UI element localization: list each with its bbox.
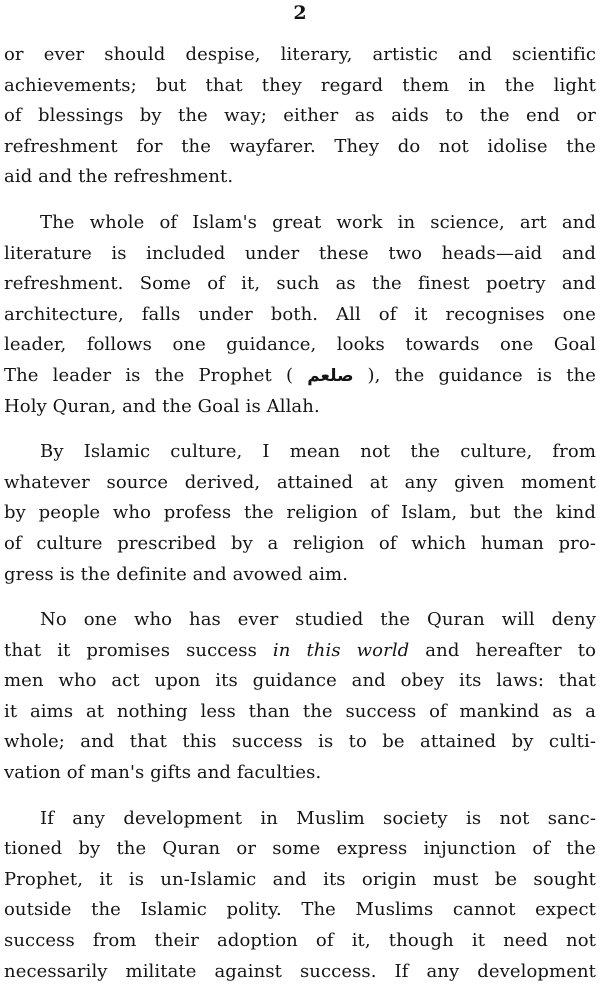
text-line: No one who has ever studied the Quran will deny	[40, 609, 596, 631]
text-line: The whole of Islam's great work in science, art and	[40, 211, 596, 233]
text-line: necessarily militate against success. If any development	[4, 960, 596, 982]
text-line: by people who profess the religion of Islam, but the kind	[4, 502, 596, 524]
text-line: whole; and that this success is to be attained by culti-	[4, 731, 596, 753]
text-line: whatever source derived, attained at any given moment	[4, 471, 596, 493]
text-line: achievements; but that they regard them in the light	[4, 74, 596, 96]
text-line: By Islamic culture, I mean not the culture, from	[40, 441, 596, 463]
world-line-after: and hereafter to	[409, 639, 596, 661]
prophet-line-after: ), the guidance is the	[367, 364, 596, 386]
prophet-line-before: The leader is the Prophet (	[4, 364, 294, 386]
text-line-world	[4, 636, 596, 667]
paragraph-4	[4, 605, 596, 789]
text-line: gress is the definite and avowed aim.	[4, 563, 349, 585]
world-line-before: that it promises success	[4, 639, 273, 661]
text-line: of blessings by the way; either as aids to the end or	[4, 105, 596, 127]
text-line: men who act upon its guidance and obey its laws: that	[4, 670, 596, 692]
text-line: leader, follows one guidance, looks towards one Goal	[4, 334, 596, 356]
text-line: architecture, falls under both. All of it recognises one	[4, 303, 596, 325]
text-line: Prophet, it is un-Islamic and its origin must be sought	[4, 868, 596, 890]
text-line: of culture prescribed by a religion of which human pro-	[4, 532, 596, 554]
text-line: tioned by the Quran or some express injunction of the	[4, 838, 596, 860]
paragraph-3	[4, 437, 596, 590]
text-line: Holy Quran, and the Goal is Allah.	[4, 395, 320, 417]
paragraph-5	[4, 804, 596, 987]
italic-phrase: in this world	[272, 639, 410, 661]
text-line: literature is included under these two heads—aid and	[4, 242, 596, 264]
text-line: refreshment. Some of it, such as the finest poetry and	[4, 273, 596, 295]
text-line: refreshment for the wayfarer. They do not idolise the	[4, 135, 596, 157]
text-line-prophet	[4, 361, 596, 392]
text-line: If any development in Muslim society is not sanc-	[40, 807, 596, 829]
arabic-honorific: صلعم	[307, 365, 354, 386]
text-line: success from their adoption of it, though it need not	[4, 930, 596, 952]
text-line: or ever should despise, literary, artistic and scientific	[4, 44, 596, 65]
text-line: vation of man's gifts and faculties.	[4, 762, 322, 784]
paragraph-2	[4, 208, 596, 422]
paragraph-1	[4, 40, 596, 193]
text-line: it aims at nothing less than the success of mankind as a	[4, 700, 596, 722]
text-line: outside the Islamic polity. The Muslims cannot expect	[4, 899, 596, 921]
text-line: aid and the refreshment.	[4, 166, 234, 188]
page-number: 2	[293, 2, 307, 24]
